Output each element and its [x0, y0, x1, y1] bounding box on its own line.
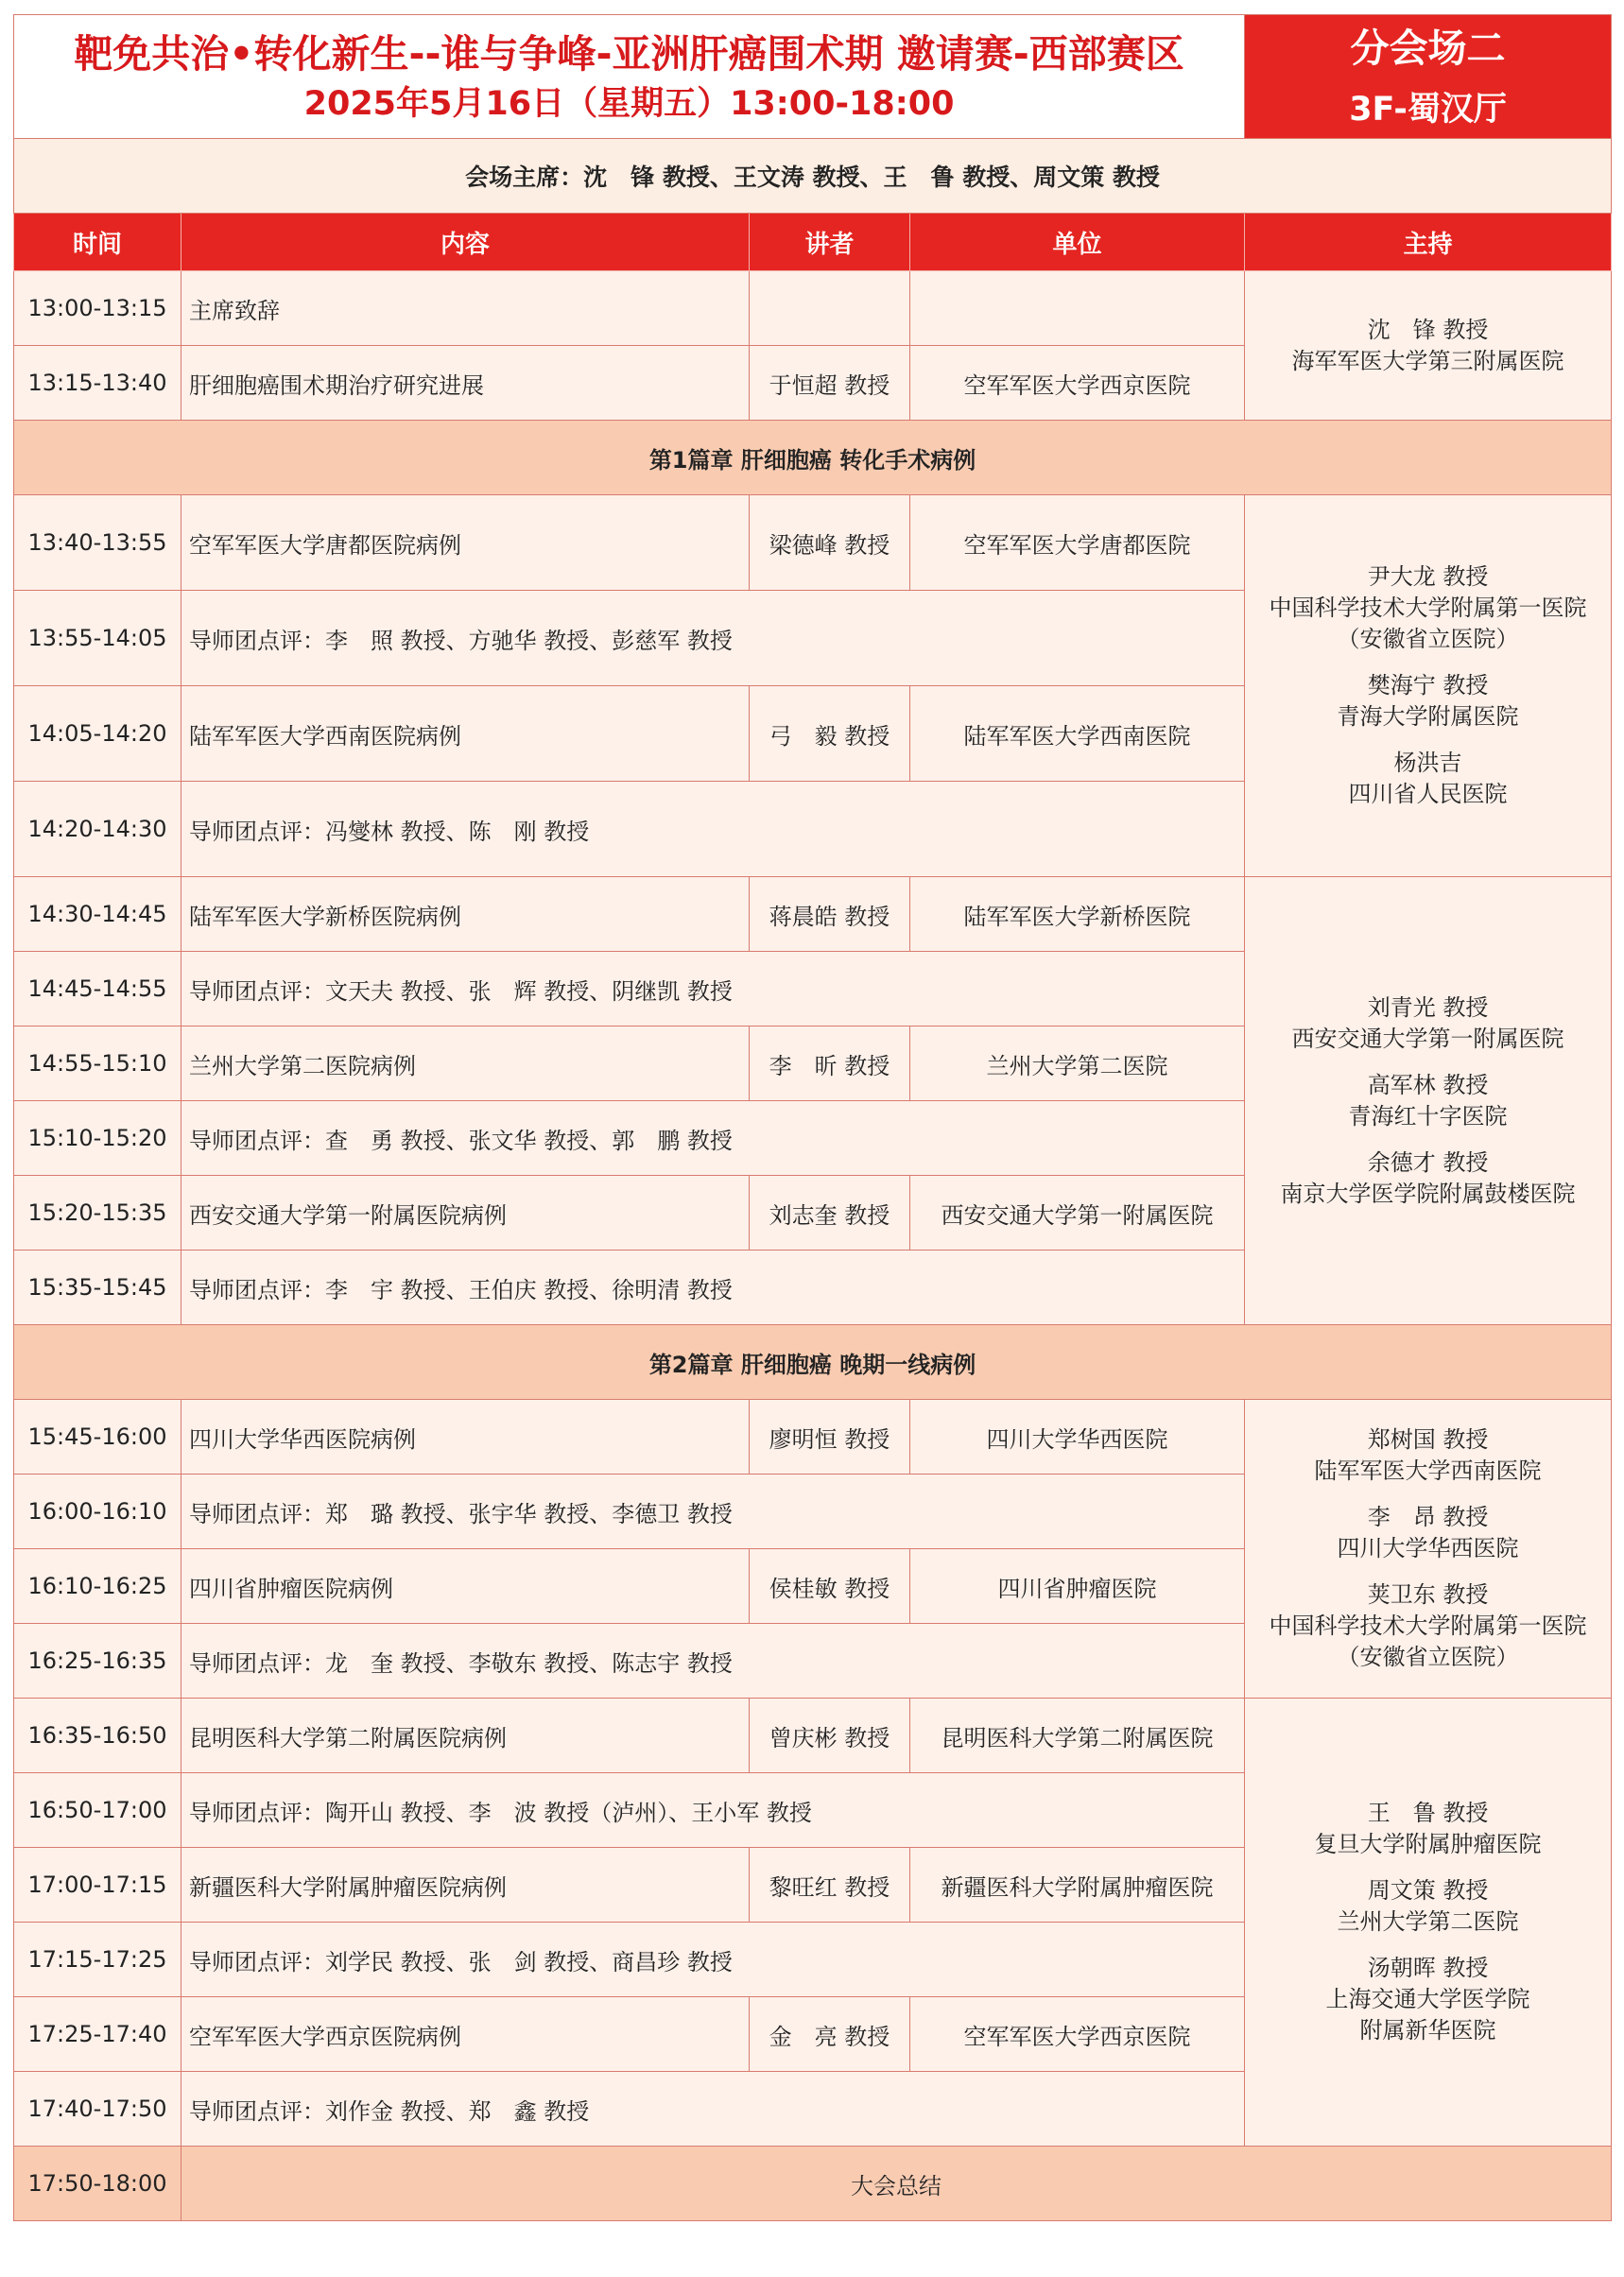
host-name: 余德才 教授: [1367, 1148, 1489, 1176]
time-cell: 14:45-14:55: [14, 952, 181, 1026]
speaker-cell: 侯桂敏 教授: [750, 1549, 910, 1624]
host-name: 汤朝晖 教授: [1367, 1955, 1489, 1981]
speaker-cell: 廖明恒 教授: [750, 1400, 910, 1475]
host-name: 刘青光 教授: [1367, 993, 1489, 1021]
host-cell: [1245, 271, 1612, 421]
host-org: 南京大学医学院附属鼓楼医院: [1280, 1180, 1576, 1207]
speaker-cell: 蒋晨皓 教授: [750, 877, 910, 952]
chapter-row: [14, 421, 1612, 495]
time-cell: 16:35-16:50: [14, 1699, 181, 1773]
time-cell: 16:10-16:25: [14, 1549, 181, 1624]
review-cell: 导师团点评：查 勇 教授、张文华 教授、郭 鹏 教授: [181, 1101, 1245, 1176]
speaker-cell: 刘志奎 教授: [750, 1176, 910, 1251]
venue-name: 分会场二: [1350, 26, 1506, 71]
speaker-cell: 于恒超 教授: [750, 346, 910, 421]
host-entry: [1245, 1502, 1611, 1564]
host-org: 四川省人民医院: [1348, 781, 1508, 807]
chapter-title: 第1篇章 肝细胞癌 转化手术病例: [14, 421, 1612, 495]
title-block: [14, 15, 1245, 139]
host-org: 中国科学技术大学附属第一医院: [1269, 1613, 1587, 1639]
speaker-cell: 曾庆彬 教授: [750, 1699, 910, 1773]
closing-cell: 大会总结: [181, 2147, 1612, 2221]
time-cell: 14:30-14:45: [14, 877, 181, 952]
time-cell: 14:55-15:10: [14, 1026, 181, 1101]
host-name: 荚卫东 教授: [1367, 1581, 1489, 1608]
review-cell: 导师团点评：文天夫 教授、张 辉 教授、阴继凯 教授: [181, 952, 1245, 1026]
time-cell: 15:35-15:45: [14, 1251, 181, 1325]
content-cell: 四川省肿瘤医院病例: [181, 1549, 750, 1624]
host-name: 李 昂 教授: [1367, 1504, 1489, 1530]
content-cell: 西安交通大学第一附属医院病例: [181, 1176, 750, 1251]
unit-cell: 昆明医科大学第二附属医院: [910, 1699, 1245, 1773]
col-time: 时间: [14, 214, 181, 271]
content-cell: 主席致辞: [181, 271, 750, 346]
content-cell: 空军军医大学唐都医院病例: [181, 495, 750, 591]
venue-block: [1245, 15, 1612, 139]
host-name: 沈 锋 教授: [1367, 316, 1489, 343]
content-cell: 陆军军医大学西南医院病例: [181, 686, 750, 782]
time-cell: 17:50-18:00: [14, 2147, 181, 2221]
content-cell: 昆明医科大学第二附属医院病例: [181, 1699, 750, 1773]
speaker-cell: 黎旺红 教授: [750, 1848, 910, 1923]
review-cell: 导师团点评：李 照 教授、方驰华 教授、彭慈军 教授: [181, 591, 1245, 686]
time-cell: 16:25-16:35: [14, 1624, 181, 1699]
unit-cell: 四川省肿瘤医院: [910, 1549, 1245, 1624]
unit-cell: 空军军医大学唐都医院: [910, 495, 1245, 591]
event-datetime: 2025年5月16日（星期五）13:00-18:00: [303, 85, 955, 123]
host-name: 王 鲁 教授: [1367, 1800, 1489, 1826]
host-entry: [1245, 561, 1611, 655]
col-content: 内容: [181, 214, 750, 271]
host-entry: [1245, 315, 1611, 377]
unit-cell: [910, 271, 1245, 346]
host-org: 西安交通大学第一附属医院: [1291, 1025, 1564, 1052]
agenda-table: [13, 14, 1612, 2221]
host-org: 四川大学华西医院: [1337, 1535, 1519, 1561]
time-cell: 17:40-17:50: [14, 2072, 181, 2147]
host-entry: [1245, 748, 1611, 810]
host-cell: [1245, 1699, 1612, 2147]
time-cell: 17:00-17:15: [14, 1848, 181, 1923]
host-org: 青海大学附属医院: [1337, 703, 1519, 730]
host-entry: [1245, 1579, 1611, 1673]
review-cell: 导师团点评：陶开山 教授、李 波 教授（泸州）、王小军 教授: [181, 1773, 1245, 1848]
speaker-cell: 梁德峰 教授: [750, 495, 910, 591]
speaker-cell: 弓 毅 教授: [750, 686, 910, 782]
col-speaker: 讲者: [750, 214, 910, 271]
host-org-line2: （安徽省立医院）: [1337, 626, 1519, 652]
time-cell: 13:00-13:15: [14, 271, 181, 346]
chapter-title: 第2篇章 肝细胞癌 晚期一线病例: [14, 1325, 1612, 1400]
time-cell: 13:15-13:40: [14, 346, 181, 421]
host-name: 尹大龙 教授: [1367, 563, 1489, 590]
host-cell: [1245, 495, 1612, 877]
agenda-frame: [13, 14, 1611, 2221]
unit-cell: 四川大学华西医院: [910, 1400, 1245, 1475]
host-cell: [1245, 1400, 1612, 1699]
unit-cell: 空军军医大学西京医院: [910, 1997, 1245, 2072]
review-cell: 导师团点评：冯燮林 教授、陈 刚 教授: [181, 782, 1245, 877]
unit-cell: 新疆医科大学附属肿瘤医院: [910, 1848, 1245, 1923]
time-cell: 14:20-14:30: [14, 782, 181, 877]
unit-cell: 陆军军医大学新桥医院: [910, 877, 1245, 952]
content-cell: 肝细胞癌围术期治疗研究进展: [181, 346, 750, 421]
host-org: 兰州大学第二医院: [1337, 1908, 1519, 1935]
time-cell: 15:10-15:20: [14, 1101, 181, 1176]
time-cell: 17:25-17:40: [14, 1997, 181, 2072]
host-org: 中国科学技术大学附属第一医院: [1269, 595, 1587, 621]
closing-row: [14, 2147, 1612, 2221]
host-entry: [1245, 992, 1611, 1055]
column-header-row: [14, 214, 1612, 271]
unit-cell: 空军军医大学西京医院: [910, 346, 1245, 421]
unit-cell: 兰州大学第二医院: [910, 1026, 1245, 1101]
host-org-line2: （安徽省立医院）: [1337, 1644, 1519, 1670]
time-cell: 16:50-17:00: [14, 1773, 181, 1848]
host-org: 复旦大学附属肿瘤医院: [1314, 1831, 1542, 1857]
content-cell: 新疆医科大学附属肿瘤医院病例: [181, 1848, 750, 1923]
unit-cell: 陆军军医大学西南医院: [910, 686, 1245, 782]
host-org: 陆军军医大学西南医院: [1314, 1458, 1542, 1484]
content-cell: 兰州大学第二医院病例: [181, 1026, 750, 1101]
host-name: 樊海宁 教授: [1367, 672, 1489, 699]
host-name: 杨洪吉: [1393, 750, 1462, 776]
review-cell: 导师团点评：龙 奎 教授、李敬东 教授、陈志宇 教授: [181, 1624, 1245, 1699]
session-chairs: 会场主席：沈 锋 教授、王文涛 教授、王 鲁 教授、周文策 教授: [14, 139, 1612, 214]
time-cell: 13:40-13:55: [14, 495, 181, 591]
host-cell: [1245, 877, 1612, 1325]
agenda-row: [14, 877, 1612, 952]
agenda-row: [14, 271, 1612, 346]
host-entry: [1245, 1147, 1611, 1210]
host-name: 高军林 教授: [1367, 1071, 1489, 1098]
speaker-cell: 金 亮 教授: [750, 1997, 910, 2072]
time-cell: 17:15-17:25: [14, 1923, 181, 1997]
agenda-row: [14, 1699, 1612, 1773]
room-name: 3F-蜀汉厅: [1349, 91, 1507, 129]
col-host: 主持: [1245, 214, 1612, 271]
review-cell: 导师团点评：李 宇 教授、王伯庆 教授、徐明清 教授: [181, 1251, 1245, 1325]
review-cell: 导师团点评：郑 璐 教授、张宇华 教授、李德卫 教授: [181, 1475, 1245, 1549]
speaker-cell: [750, 271, 910, 346]
time-cell: 16:00-16:10: [14, 1475, 181, 1549]
host-org-line2: 附属新华医院: [1359, 2017, 1496, 2044]
host-entry: [1245, 1875, 1611, 1938]
host-org: 青海红十字医院: [1348, 1102, 1508, 1130]
unit-cell: 西安交通大学第一附属医院: [910, 1176, 1245, 1251]
col-unit: 单位: [910, 214, 1245, 271]
time-cell: 15:20-15:35: [14, 1176, 181, 1251]
time-cell: 15:45-16:00: [14, 1400, 181, 1475]
time-cell: 13:55-14:05: [14, 591, 181, 686]
host-entry: [1245, 670, 1611, 733]
host-entry: [1245, 1798, 1611, 1860]
host-org: 海军军医大学第三附属医院: [1291, 347, 1564, 374]
host-org: 上海交通大学医学院: [1325, 1986, 1530, 2012]
agenda-row: [14, 1400, 1612, 1475]
content-cell: 四川大学华西医院病例: [181, 1400, 750, 1475]
review-cell: 导师团点评：刘学民 教授、张 剑 教授、商昌珍 教授: [181, 1923, 1245, 1997]
host-entry: [1245, 1070, 1611, 1132]
time-cell: 14:05-14:20: [14, 686, 181, 782]
speaker-cell: 李 昕 教授: [750, 1026, 910, 1101]
host-entry: [1245, 1424, 1611, 1487]
host-name: 周文策 教授: [1367, 1877, 1489, 1904]
host-name: 郑树国 教授: [1367, 1426, 1489, 1453]
page-title: 靶免共治•转化新生--谁与争峰-亚洲肝癌围术期 邀请赛-西部赛区: [74, 31, 1184, 77]
content-cell: 空军军医大学西京医院病例: [181, 1997, 750, 2072]
content-cell: 陆军军医大学新桥医院病例: [181, 877, 750, 952]
agenda-row: [14, 495, 1612, 591]
review-cell: 导师团点评：刘作金 教授、郑 鑫 教授: [181, 2072, 1245, 2147]
chapter-row: [14, 1325, 1612, 1400]
host-entry: [1245, 1953, 1611, 2046]
